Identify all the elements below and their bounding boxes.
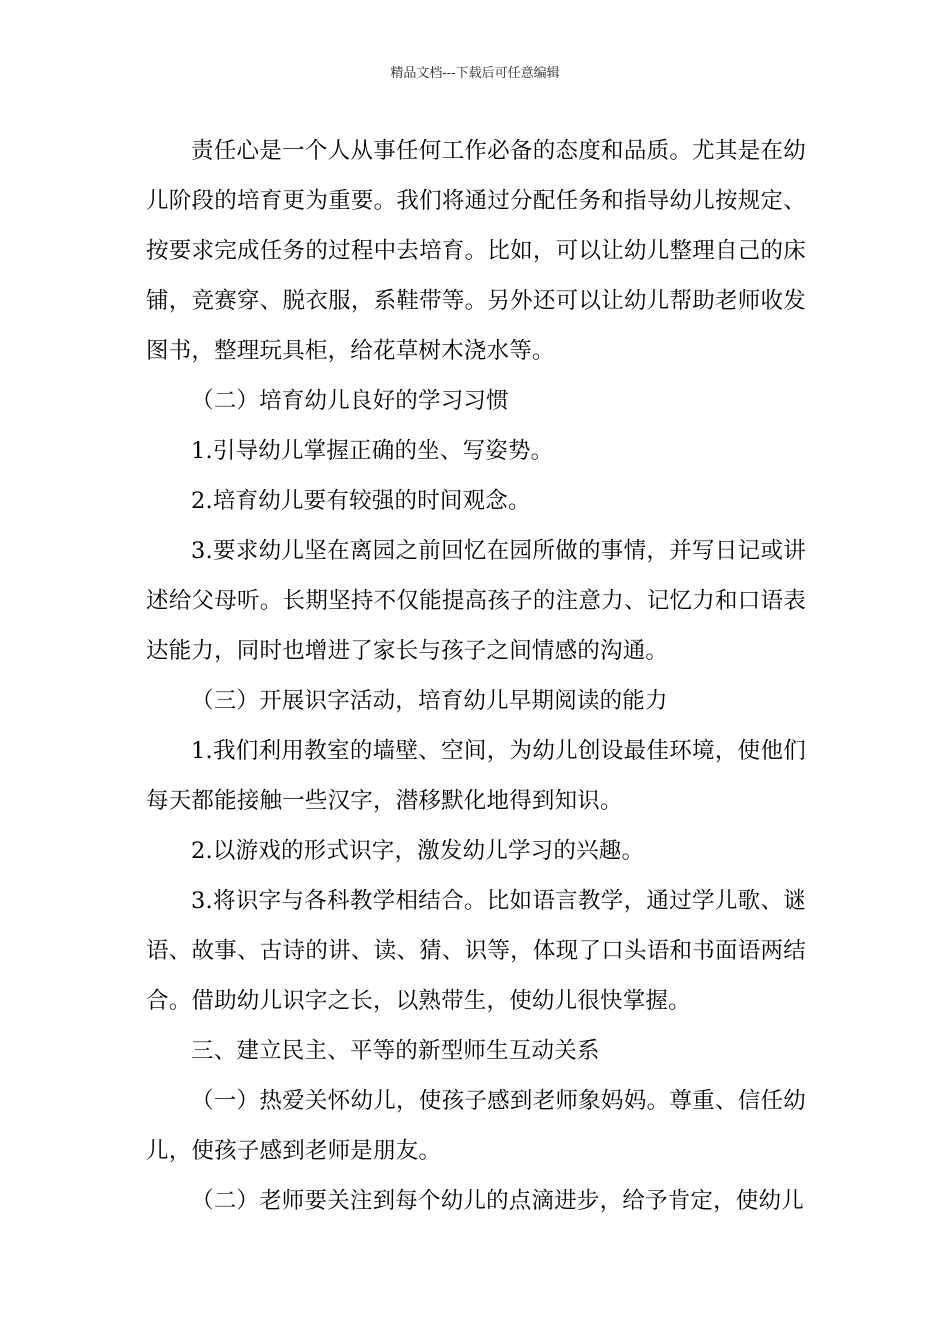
paragraph-responsibility: 责任心是一个人从事任何工作必备的态度和品质。尤其是在幼儿阶段的培育更为重要。我们将通过分配任务和指导幼儿按规定、按要求完成任务的过程中去培育。比如，可以让幼儿整理自己的床铺，竞赛穿、脱衣服，系鞋带等。另外还可以让幼儿帮助老师收发图书，整理玩具柜，给花草树木浇水等。 xyxy=(146,138,806,364)
list-item: 3.要求幼儿坚在离园之前回忆在园所做的事情，并写日记或讲述给父母听。长期坚持不仅能提高孩子的注意力、记忆力和口语表达能力，同时也增进了家长与孩子之间情感的沟通。 xyxy=(146,538,806,664)
list-item: 2.以游戏的形式识字，激发幼儿学习的兴趣。 xyxy=(191,838,645,864)
paragraph-progress: （二）老师要关注到每个幼儿的点滴进步，给予肯定，使幼儿 xyxy=(191,1188,804,1214)
list-item: 1.引导幼儿掌握正确的坐、写姿势。 xyxy=(191,438,554,464)
list-item: 2.培育幼儿要有较强的时间观念。 xyxy=(191,488,531,514)
list-item: 1.我们利用教室的墙壁、空间，为幼儿创设最佳环境，使他们每天都能接触一些汉字，潜移默化地得到知识。 xyxy=(146,738,806,814)
section-heading-study-habits: （二）培育幼儿良好的学习习惯 xyxy=(191,388,509,414)
paragraph-care: （一）热爱关怀幼儿，使孩子感到老师象妈妈。尊重、信任幼儿，使孩子感到老师是朋友。 xyxy=(146,1088,806,1164)
section-heading-teacher-relations: 三、建立民主、平等的新型师生互动关系 xyxy=(191,1038,600,1064)
page-header: 精品文档---下载后可任意编辑 xyxy=(390,66,560,81)
list-item: 3.将识字与各科教学相结合。比如语言教学，通过学儿歌、谜语、故事、古诗的讲、读、猜、识等，体现了口头语和书面语两结合。借助幼儿识字之长，以熟带生，使幼儿很快掌握。 xyxy=(146,888,806,1014)
section-heading-literacy: （三）开展识字活动，培育幼儿早期阅读的能力 xyxy=(191,688,668,714)
document-body xyxy=(146,126,806,1226)
